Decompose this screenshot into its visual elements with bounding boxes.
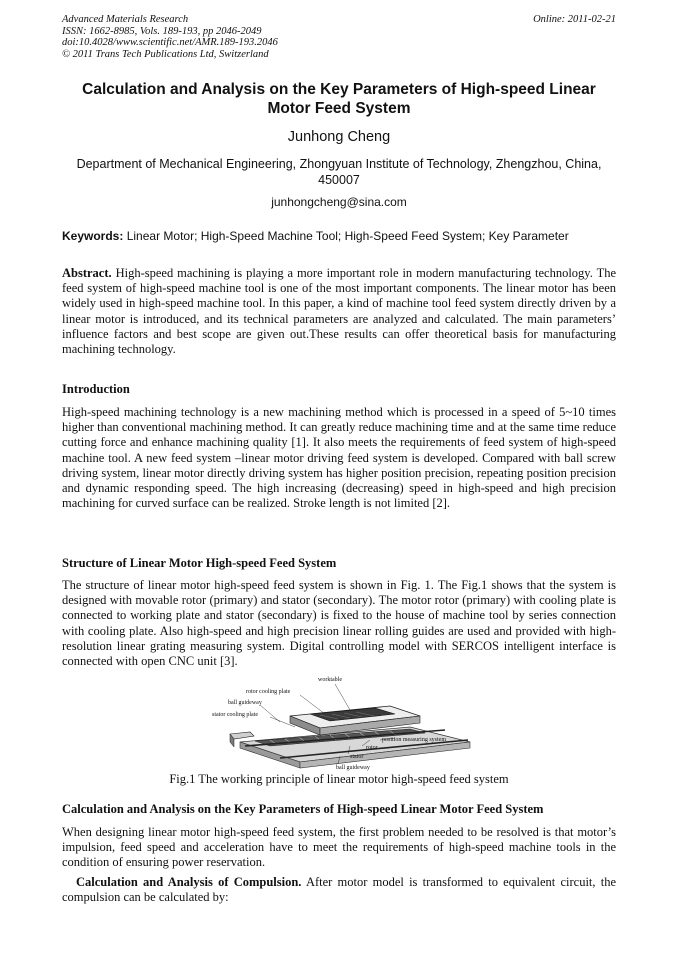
keywords-line [62,229,616,243]
compulsion-text: After motor model is transformed to equivalent circuit, the compulsion can be calculated by: [62,875,616,905]
label-stator: stator [350,754,364,760]
doi-line: doi:10.4028/www.scientific.net/AMR.189-193.2046 [62,37,278,48]
compulsion-heading: Calculation and Analysis of Compulsion. [76,875,302,889]
abstract [62,266,616,357]
label-rotor: rotor [366,745,378,751]
label-ball-guideway-bottom: ball guideway [336,765,370,771]
journal-name: Advanced Materials Research [62,14,189,25]
abstract-label: Abstract. [62,266,112,280]
label-position-measuring-system: position measuring system [382,737,446,743]
section-heading-structure: Structure of Linear Motor High-speed Feed System [62,556,337,570]
label-worktable: worktable [318,677,342,683]
section-heading-calculation: Calculation and Analysis on the Key Parameters of High-speed Linear Motor Feed System [62,802,544,816]
online-date: Online: 2011-02-21 [533,14,616,25]
label-ball-guideway-top: ball guideway [228,700,262,706]
compulsion-paragraph [62,875,616,905]
keywords-text: Linear Motor; High-Speed Machine Tool; High-Speed Feed System; Key Parameter [126,229,569,243]
section-heading-introduction: Introduction [62,382,130,396]
introduction-text: High-speed machining technology is a new machining method which is processed in a speed of 5~10 times higher than conventional machining method. It can greatly reduce machining time and at the same time reduce cutting force and enhance machining quality [1]. It also meets the requirements of feed system of high-speed machine tool. A new feed system –linear motor driving feed system is developed. Compared with ball screw driving system, linear motor directly driving system has higher position precision, repeating position precision and dynamic responding speed. The high increasing (decreasing) speed in high-speed and high precision machining for curved surface can be realized. Stroke length is not limited [2]. [62,405,616,511]
structure-text: The structure of linear motor high-speed feed system is shown in Fig. 1. The Fig.1 shows that the system is designed with movable rotor (primary) and stator (secondary). The motor rotor (primary) with cooling plate is connected to working plate and stator (secondary) is fixed to the house of machine tool by series connection with cooling plate. Also high-speed and high precision linear rolling guides are used and provided with high-resolution linear grating measuring system. Digital controlling model with SERCOS intelligent interface is connected with open CNC unit [3]. [62,578,616,669]
issn-line: ISSN: 1662-8985, Vols. 189-193, pp 2046-2049 [62,25,262,37]
calculation-text: When designing linear motor high-speed feed system, the first problem needed to be resolved is that motor’s impulsion, feed speed and acceleration have to meet the requirements of high-speed machine tools in the condition of ensuring power reservation. [62,825,616,870]
copyright-line: © 2011 Trans Tech Publications Ltd, Switzerland [62,48,269,60]
linear-motor-drawing [210,672,480,772]
paper-title: Calculation and Analysis on the Key Parameters of High-speed Linear Motor Feed System [82,81,596,117]
author-name: Junhong Cheng [287,129,391,145]
keywords-label: Keywords: [62,229,124,243]
running-header [62,14,616,60]
label-rotor-cooling-plate: rotor cooling plate [246,689,291,695]
abstract-text: High-speed machining is playing a more important role in modern manufacturing technology. The feed system of high-speed machine tool is one of the most important components. The linear motor has been widely used in high-speed machine tool. In this paper, a kind of machine tool feed system directly driven by a linear motor is introduced, and its technical parameters are analyzed and calculated. The main parameters’ influence factors and best scope are given out.These results can offer theoretical basis for manufacturing machining technology. [62,266,616,357]
label-stator-cooling-plate: stator cooling plate [212,712,258,718]
author-affiliation: Department of Mechanical Engineering, Zhongyuan Institute of Technology, Zhengzhou, China, 450007 [76,157,602,187]
figure-linear-motor-diagram [210,672,480,772]
figure-caption: Fig.1 The working principle of linear motor high-speed feed system [169,772,509,786]
author-email[interactable]: junhongcheng@sina.com [271,195,407,209]
